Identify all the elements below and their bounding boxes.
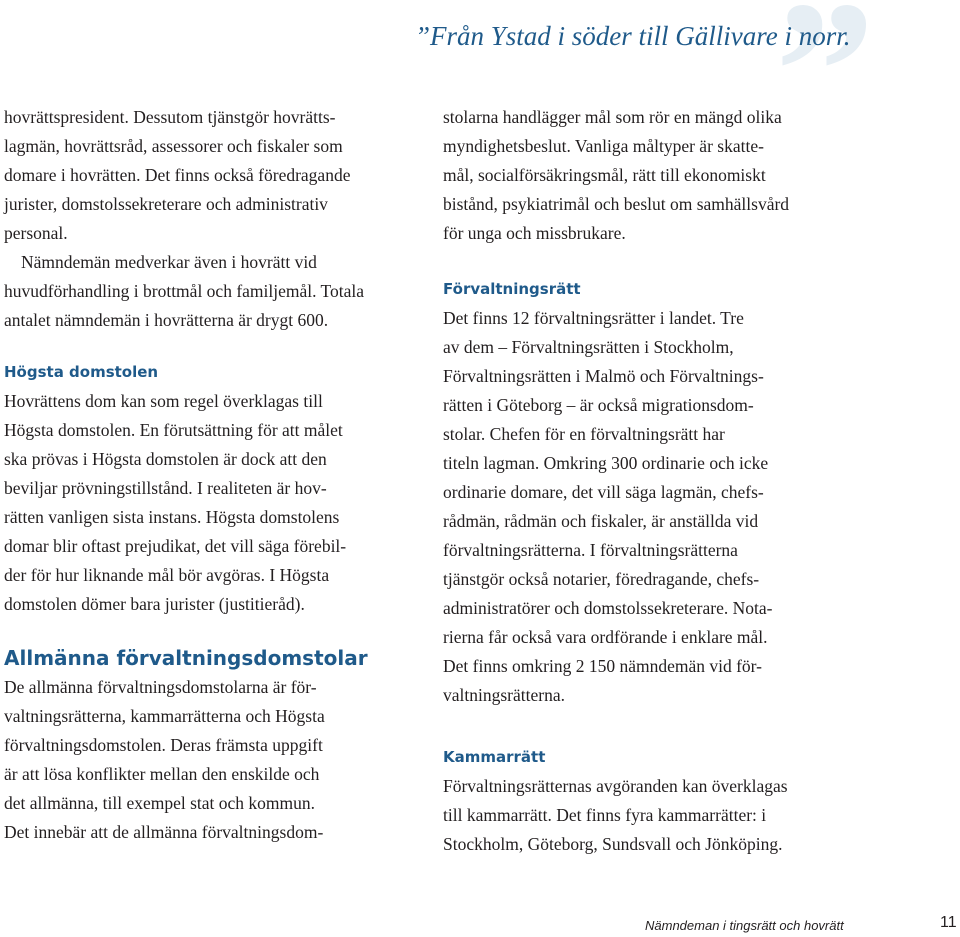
left-paragraph-1: hovrättspresident. Dessutom tjänstgör hovrätts- lagmän, hovrättsråd, assessorer och fiskaler som domare i hovrätten. Det finns också föredragande jurister, domstolssekreterare och administrativ personal.: [4, 107, 351, 243]
footer-title: Nämndeman i tingsrätt och hovrätt: [645, 918, 844, 933]
heading-forvaltningsratt: Förvaltningsrätt: [443, 280, 581, 298]
heading-kammarratt: Kammarrätt: [443, 748, 546, 766]
heading-allmanna-forvaltningsdomstolar: Allmänna förvaltningsdomstolar: [4, 646, 368, 670]
decorative-quote-mark: ”: [775, 0, 861, 182]
left-paragraph-4: De allmänna förvaltningsdomstolarna är för- valtningsrätterna, kammarrätterna och Högsta förvaltningsdomstolen. Deras främsta uppgift är att lösa konflikter mellan den enskilde och det allmänna, till exempel stat och kommun. Det innebär att de allmänna förvaltningsdom-: [4, 677, 325, 842]
pull-quote: ”Från Ystad i söder till Gällivare i norr.: [415, 21, 851, 51]
left-paragraph-3: Hovrättens dom kan som regel överklagas till Högsta domstolen. En förutsättning för att målet ska prövas i Högsta domstolen är dock att den beviljar prövningstillstånd. I realiteten är hov- rätten vanligen sista instans. Högsta domstolens domar blir oftast prejudikat, det vill säga förebil- der för hur liknande mål bör avgöras. I Högsta domstolen dömer bara jurister (justitieråd).: [4, 391, 347, 614]
right-paragraph-2: Det finns 12 förvaltningsrätter i landet. Tre av dem – Förvaltningsrätten i Stockholm, Förvaltningsrätten i Malmö och Förvaltnings- rätten i Göteborg – är också migrationsdom- stolar. Chefen för en förvaltningsrätt har titeln lagman. Omkring 300 ordinarie och icke ordinarie domare, det vill säga lagmän, chefs- rådmän, rådmän och fiskaler, är anställda vid förvaltningsrätterna. I förvaltningsrätterna tjänstgör också notarier, föredragande, chefs- administratörer och domstolssekreterare. Nota- rierna får också vara ordförande i enklare mål. Det finns omkring 2 150 nämndemän vid för- valtningsrätterna.: [443, 308, 773, 705]
page-number: 11: [940, 914, 957, 931]
heading-hogsta-domstolen: Högsta domstolen: [4, 363, 159, 381]
left-column: [4, 103, 409, 847]
right-column: [443, 103, 863, 859]
left-paragraph-2: Nämndemän medverkar även i hovrätt vid huvudförhandling i brottmål och familjemål. Totala antalet nämndemän i hovrätterna är drygt 600.: [4, 252, 365, 330]
right-paragraph-1: stolarna handlägger mål som rör en mängd olika myndighetsbeslut. Vanliga måltyper är skatte- mål, socialförsäkringsmål, rätt till ekonomiskt bistånd, psykiatrimål och beslut om samhällsvård för unga och missbrukare.: [443, 107, 790, 243]
right-paragraph-3: Förvaltningsrätternas avgöranden kan överklagas till kammarrätt. Det finns fyra kammarrätter: i Stockholm, Göteborg, Sundsvall och Jönköping.: [443, 776, 788, 854]
